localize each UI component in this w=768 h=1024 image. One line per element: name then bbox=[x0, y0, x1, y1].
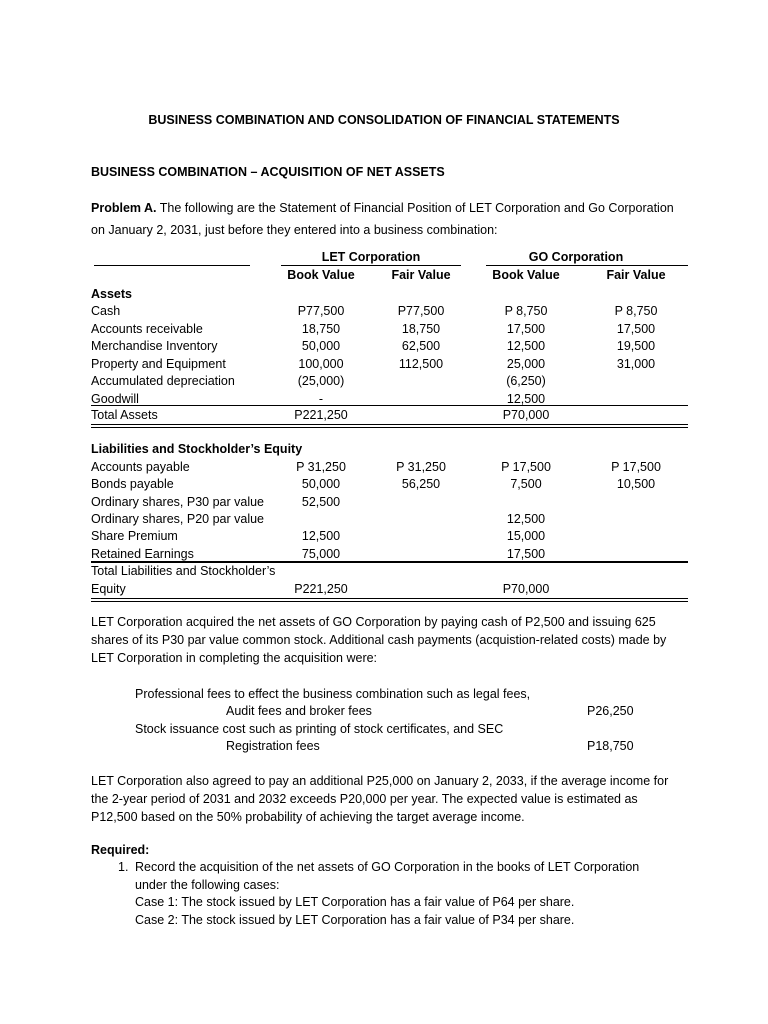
total-assets-double-rule-1 bbox=[91, 424, 688, 425]
total-liab-top-rule bbox=[91, 561, 688, 562]
cell: 10,500 bbox=[616, 477, 656, 492]
professional-fees-line1: Professional fees to effect the business combination such as legal fees, bbox=[135, 687, 531, 701]
cell: 19,500 bbox=[616, 339, 656, 353]
row-label: Merchandise Inventory bbox=[91, 339, 218, 353]
total-liab-row-1 bbox=[91, 563, 691, 580]
company2-header: GO Corporation bbox=[528, 250, 624, 264]
company1-header: LET Corporation bbox=[321, 250, 421, 264]
row-label: Bonds payable bbox=[91, 477, 174, 492]
cell: 112,500 bbox=[398, 356, 444, 371]
cell: 12,500 bbox=[506, 391, 546, 406]
header-rule-left bbox=[94, 265, 250, 266]
cell: 52,500 bbox=[301, 494, 341, 509]
row-label: Total Assets bbox=[91, 408, 158, 422]
liability-row bbox=[91, 546, 691, 563]
cell: 7,500 bbox=[510, 477, 542, 492]
cell: 31,000 bbox=[616, 356, 656, 371]
total-liab-row-2 bbox=[91, 581, 691, 598]
go-fair-value-header: Fair Value bbox=[606, 268, 666, 282]
cell: 50,000 bbox=[301, 477, 341, 492]
cell: 12,500 bbox=[301, 529, 341, 544]
total-assets-double-rule-2 bbox=[91, 427, 688, 428]
header-rule-company2 bbox=[486, 265, 688, 266]
problem-intro bbox=[91, 197, 691, 241]
cell: 15,000 bbox=[506, 529, 546, 544]
liabilities-header: Liabilities and Stockholder’s Equity bbox=[91, 442, 303, 456]
document-title: BUSINESS COMBINATION AND CONSOLIDATION OF FINANCIAL STATEMENTS bbox=[148, 113, 620, 127]
problem-text: The following are the Statement of Financial Position of LET Corporation and Go Corporation on January 2, 2031, just before they entered into a business combination: bbox=[91, 201, 674, 237]
cell: 12,500 bbox=[506, 511, 546, 526]
cell: P 8,750 bbox=[504, 304, 548, 318]
cell: 18,750 bbox=[301, 321, 341, 336]
row-label: Ordinary shares, P30 par value bbox=[91, 494, 265, 509]
required-label: Required: bbox=[91, 843, 150, 857]
row-label: Accounts payable bbox=[91, 460, 190, 474]
assets-header-row bbox=[91, 286, 691, 303]
row-label: Cash bbox=[91, 304, 121, 318]
cell: 25,000 bbox=[506, 356, 546, 371]
asset-row bbox=[91, 373, 691, 390]
row-label: Accounts receivable bbox=[91, 321, 203, 336]
cell: P77,500 bbox=[397, 304, 445, 318]
cell: 12,500 bbox=[506, 339, 546, 353]
asset-row bbox=[91, 356, 691, 373]
problem-label: Problem A. bbox=[91, 201, 157, 215]
row-label: Share Premium bbox=[91, 529, 178, 544]
cell: 56,250 bbox=[401, 477, 441, 492]
stock-issuance-line2: Registration fees bbox=[226, 739, 320, 753]
cell: - bbox=[318, 391, 324, 406]
liability-row bbox=[91, 511, 691, 528]
cell: P70,000 bbox=[502, 408, 550, 422]
cell: 100,000 bbox=[298, 356, 344, 371]
stock-issuance-amount: P18,750 bbox=[587, 739, 634, 753]
cell: (25,000) bbox=[297, 374, 345, 388]
asset-row bbox=[91, 303, 691, 320]
required-case2: Case 2: The stock issued by LET Corporation has a fair value of P34 per share. bbox=[135, 913, 575, 927]
liability-row bbox=[91, 494, 691, 511]
let-book-value-header: Book Value bbox=[287, 268, 355, 282]
total-assets-top-rule bbox=[91, 405, 688, 406]
liability-row bbox=[91, 528, 691, 545]
total-liab-double-rule-1 bbox=[91, 598, 688, 599]
cell: (6,250) bbox=[506, 374, 546, 388]
professional-fees-line2: Audit fees and broker fees bbox=[226, 704, 372, 718]
stock-issuance-line1: Stock issuance cost such as printing of stock certificates, and SEC bbox=[135, 722, 504, 736]
section-heading: BUSINESS COMBINATION – ACQUISITION OF NET ASSETS bbox=[91, 165, 445, 179]
header-rule-company1 bbox=[281, 265, 461, 266]
go-book-value-header: Book Value bbox=[492, 268, 560, 282]
required-case1: Case 1: The stock issued by LET Corporation has a fair value of P64 per share. bbox=[135, 895, 575, 909]
cell: P221,250 bbox=[294, 582, 348, 596]
cell: 75,000 bbox=[301, 546, 341, 561]
assets-header: Assets bbox=[91, 287, 132, 301]
cell: P77,500 bbox=[297, 304, 345, 318]
let-fair-value-header: Fair Value bbox=[391, 268, 451, 282]
liability-row bbox=[91, 459, 691, 476]
required-item-line1: Record the acquisition of the net assets of GO Corporation in the books of LET Corporation bbox=[135, 860, 640, 874]
cell: P70,000 bbox=[502, 582, 550, 596]
row-label: Accumulated depreciation bbox=[91, 374, 235, 388]
row-label: Equity bbox=[91, 582, 126, 596]
row-label: Ordinary shares, P20 par value bbox=[91, 511, 265, 526]
row-label: Goodwill bbox=[91, 391, 139, 406]
liability-row bbox=[91, 476, 691, 493]
row-label: Property and Equipment bbox=[91, 356, 226, 371]
cell: 17,500 bbox=[506, 546, 546, 561]
contingent-consideration-paragraph: LET Corporation also agreed to pay an additional P25,000 on January 2, 2033, if the average income for the 2-year period of 2031 and 2032 exceeds P20,000 per year. The expected value is estimated as P12,500 based on the 50% probability of achieving the target average income. bbox=[91, 774, 669, 824]
cell: P 8,750 bbox=[614, 304, 658, 318]
total-liab-double-rule-2 bbox=[91, 601, 688, 602]
required-item-number: 1. bbox=[118, 860, 129, 874]
cell: P221,250 bbox=[294, 408, 348, 422]
row-label: Total Liabilities and Stockholder’s bbox=[91, 564, 276, 578]
cell: 17,500 bbox=[506, 321, 546, 336]
professional-fees-amount: P26,250 bbox=[587, 704, 634, 718]
asset-row bbox=[91, 338, 691, 355]
cell: P 31,250 bbox=[296, 460, 346, 474]
cell: P 17,500 bbox=[611, 460, 661, 474]
liabilities-header-row bbox=[91, 441, 691, 458]
row-label: Retained Earnings bbox=[91, 546, 194, 561]
cell: P 17,500 bbox=[501, 460, 551, 474]
cell: P 31,250 bbox=[396, 460, 446, 474]
cell: 17,500 bbox=[616, 321, 656, 336]
cell: 18,750 bbox=[401, 321, 441, 336]
required-item-line2: under the following cases: bbox=[135, 878, 280, 892]
acquisition-paragraph: LET Corporation acquired the net assets of GO Corporation by paying cash of P2,500 and issuing 625 shares of its P30 par value common stock. Additional cash payments (acquistion-related costs) made by LET Corporation in completing the acquisition were: bbox=[91, 615, 667, 665]
cell: 50,000 bbox=[301, 339, 341, 353]
asset-row bbox=[91, 321, 691, 338]
total-assets-row bbox=[91, 407, 691, 424]
cell: 62,500 bbox=[401, 339, 441, 353]
